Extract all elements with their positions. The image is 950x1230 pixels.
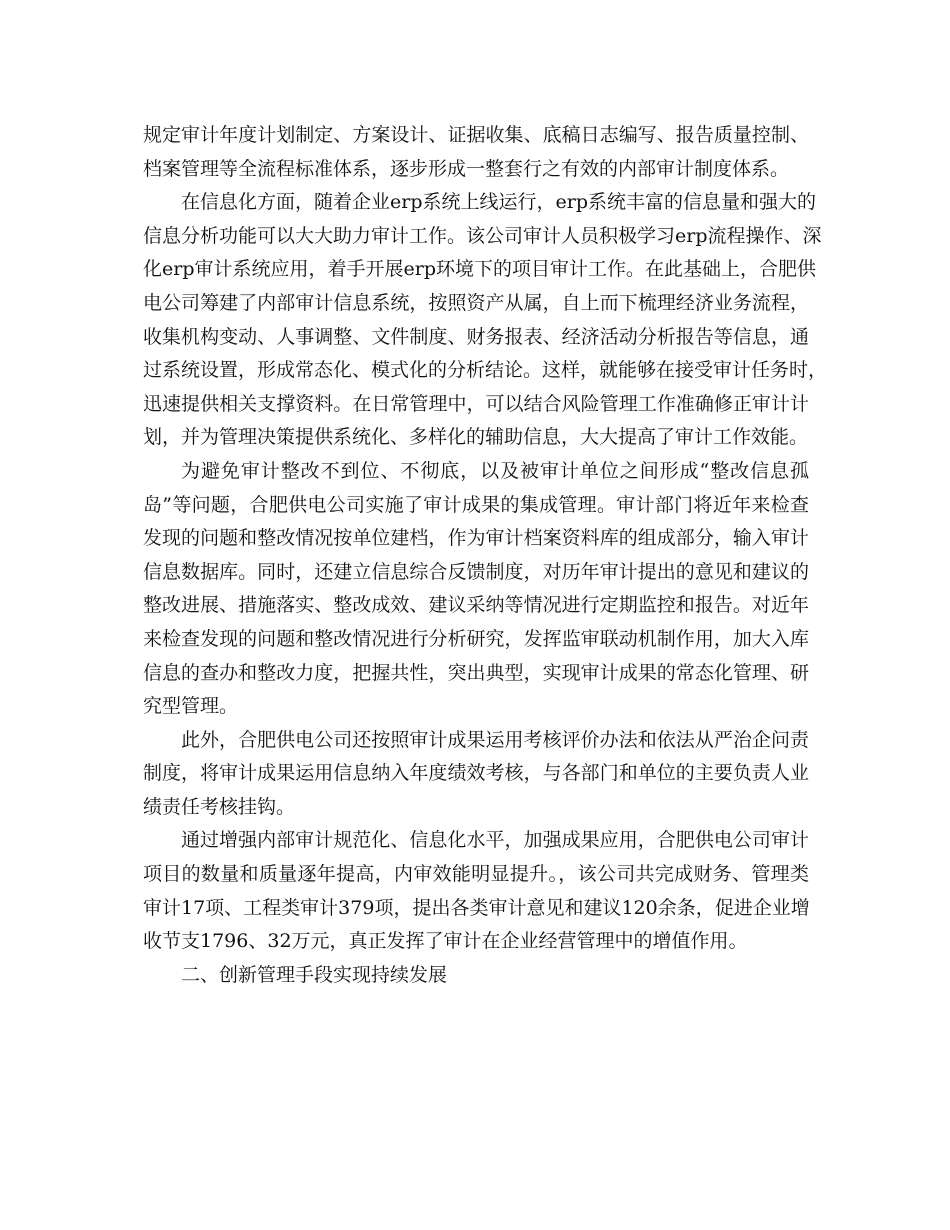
text-line: 通过增强内部审计规范化、信息化水平，加强成果应用，合肥供电公司审计: [181, 829, 809, 852]
text-line: 制度，将审计成果运用信息纳入年度绩效考核，与各部门和单位的主要负责人业: [143, 762, 809, 785]
text-line: 绩责任考核挂钩。: [143, 795, 296, 818]
text-line: 化erp审计系统应用，着手开展erp环境下的项目审计工作。在此基础上，合肥供: [143, 258, 816, 281]
text-line: 收节支1796、32万元，真正发挥了审计在企业经营管理中的增值作用。: [143, 930, 748, 953]
paragraph-informatization: [143, 186, 828, 455]
text-line: 此外，合肥供电公司还按照审计成果运用考核评价办法和依法从严治企问责: [181, 728, 809, 751]
text-line: 收集机构变动、人事调整、文件制度、财务报表、经济活动分析报告等信息，通: [143, 325, 809, 348]
paragraph-assessment: [143, 724, 809, 825]
text-line: 岛”等问题，合肥供电公司实施了审计成果的集成管理。审计部门将近年来检查: [143, 493, 809, 516]
text-line: 档案管理等全流程标准体系，逐步形成一整套行之有效的内部审计制度体系。: [143, 157, 790, 180]
paragraph-results: [143, 824, 809, 958]
paragraph-audit-standards: [143, 119, 809, 186]
text-line: 为避免审计整改不到位、不彻底，以及被审计单位之间形成“整改信息孤: [181, 459, 809, 482]
text-line: 迅速提供相关支撑资料。在日常管理中，可以结合风险管理工作准确修正审计计: [143, 392, 809, 415]
text-line: 审计17项、工程类审计379项，提出各类审计意见和建议120余条，促进企业增: [143, 896, 810, 919]
text-line: 项目的数量和质量逐年提高，内审效能明显提升。，该公司共完成财务、管理类: [143, 863, 809, 886]
text-line: 信息分析功能可以大大助力审计工作。该公司审计人员积极学习erp流程操作、深: [143, 224, 822, 247]
text-line: 划，并为管理决策提供系统化、多样化的辅助信息，大大提高了审计工作效能。: [143, 426, 809, 449]
paragraph-rectification: [143, 455, 809, 724]
text-line: 规定审计年度计划制定、方案设计、证据收集、底稿日志编写、报告质量控制、: [143, 124, 809, 146]
text-line: 在信息化方面，随着企业erp系统上线运行，erp系统丰富的信息量和强大的: [181, 191, 816, 214]
text-line: 整改进展、措施落实、整改成效、建议采纳等情况进行定期监控和报告。对近年: [143, 594, 809, 617]
text-line: 发现的问题和整改情况按单位建档，作为审计档案资料库的组成部分，输入审计: [143, 527, 809, 550]
text-line: 信息的查办和整改力度，把握共性，突出典型，实现审计成果的常态化管理、研: [143, 661, 809, 684]
document-body: [143, 119, 828, 992]
text-line: 信息数据库。同时，还建立信息综合反馈制度，对历年审计提出的意见和建议的: [143, 560, 809, 583]
text-line: 电公司筹建了内部审计信息系统，按照资产从属，自上而下梳理经济业务流程，: [143, 291, 809, 314]
text-line: 过系统设置，形成常态化、模式化的分析结论。这样，就能够在接受审计任务时，: [143, 359, 828, 382]
text-line: 究型管理。: [143, 695, 239, 718]
section-heading-text: 二、创新管理手段实现持续发展: [181, 963, 448, 986]
section-heading: [143, 959, 809, 993]
text-line: 来检查发现的问题和整改情况进行分析研究，发挥监审联动机制作用，加大入库: [143, 627, 809, 650]
